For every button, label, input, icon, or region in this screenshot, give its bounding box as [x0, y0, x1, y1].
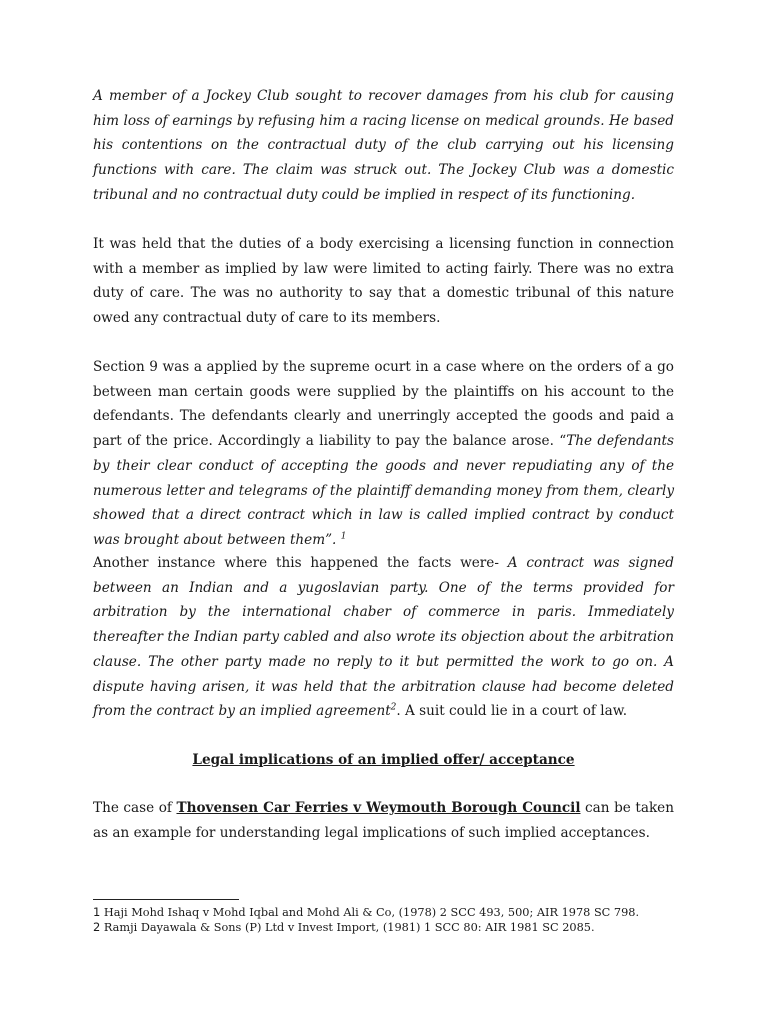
- arbitration-facts: A contract was signed between an Indian and a yugoslavian party. One of the terms provided for arbitration by the international chaber of commerce in paris. Immediately thereafter the Indian party cabled and also wrote its objection about the arbitration clause. The other party made no reply to it but permitted the work to go on. A dispute having arisen, it was held that the arbitration clause had become deleted from the contract by an implied agreement: [93, 555, 674, 720]
- case-example-rest: can be taken as an example for understanding legal implications of such implied acceptances.: [93, 800, 674, 841]
- paragraph-licensing-duty: It was held that the duties of a body exercising a licensing function in connection with a member as implied by law were limited to acting fairly. There was no extra duty of care. The was no authority to say that a domestic tribunal of this nature owed any contractual duty of care to its members.: [93, 236, 674, 327]
- footnote-2: [93, 920, 693, 935]
- footnote-text: Ramji Dayawala & Sons (P) Ltd v Invest Import, (1981) 1 SCC 80: AIR 1981 SC 2085.: [100, 921, 595, 934]
- arbitration-conclusion: . A suit could lie in a court of law.: [396, 703, 628, 720]
- case-example-intro: The case of: [93, 800, 177, 816]
- paragraph-arbitration: [93, 551, 674, 724]
- footnote-ref-1[interactable]: 1: [340, 531, 347, 542]
- footnote-1: [93, 905, 693, 920]
- footnote-number: 1: [93, 905, 101, 919]
- paragraph-jockey-club: A member of a Jockey Club sought to recover damages from his club for causing him loss of earnings by refusing him a racing license on medical grounds. He based his contentions on the contractual duty of the club carrying out his licensing functions with care. The claim was struck out. The Jockey Club was a domestic tribunal and no contractual duty could be implied in respect of its functioning.: [93, 88, 674, 203]
- section-9-text: Section 9 was a applied by the supreme ocurt in a case where on the orders of a go between man certain goods were supplied by the plaintiffs on his account to the defendants. The defendants clearly and unerringly accepted the goods and paid a part of the price. Accordingly a liability to pay the balance arose. “: [93, 359, 674, 450]
- footnote-separator: [93, 899, 239, 900]
- paragraph-section-9: [93, 355, 674, 553]
- footnote-ref-2[interactable]: 2: [390, 702, 397, 713]
- footnotes: [93, 905, 693, 935]
- section-9-quote: The defendants by their clear conduct of accepting the goods and never repudiating any of the numerous letter and telegrams of the plaintiff demanding money from them, clearly showed that a direct contract which in law is called implied contract by conduct was brought about between them: [93, 433, 674, 548]
- arbitration-intro: Another instance where this happened the facts were-: [93, 555, 508, 571]
- case-name: Thovensen Car Ferries v Weymouth Borough Council: [176, 800, 581, 816]
- section-9-quote-close: ”.: [325, 531, 341, 548]
- paragraph-case-example: [93, 796, 674, 845]
- footnote-number: 2: [93, 920, 101, 934]
- section-heading: Legal implications of an implied offer/ acceptance: [192, 752, 575, 768]
- footnote-text: Haji Mohd Ishaq v Mohd Iqbal and Mohd Ali & Co, (1978) 2 SCC 493, 500; AIR 1978 SC 798.: [100, 906, 640, 919]
